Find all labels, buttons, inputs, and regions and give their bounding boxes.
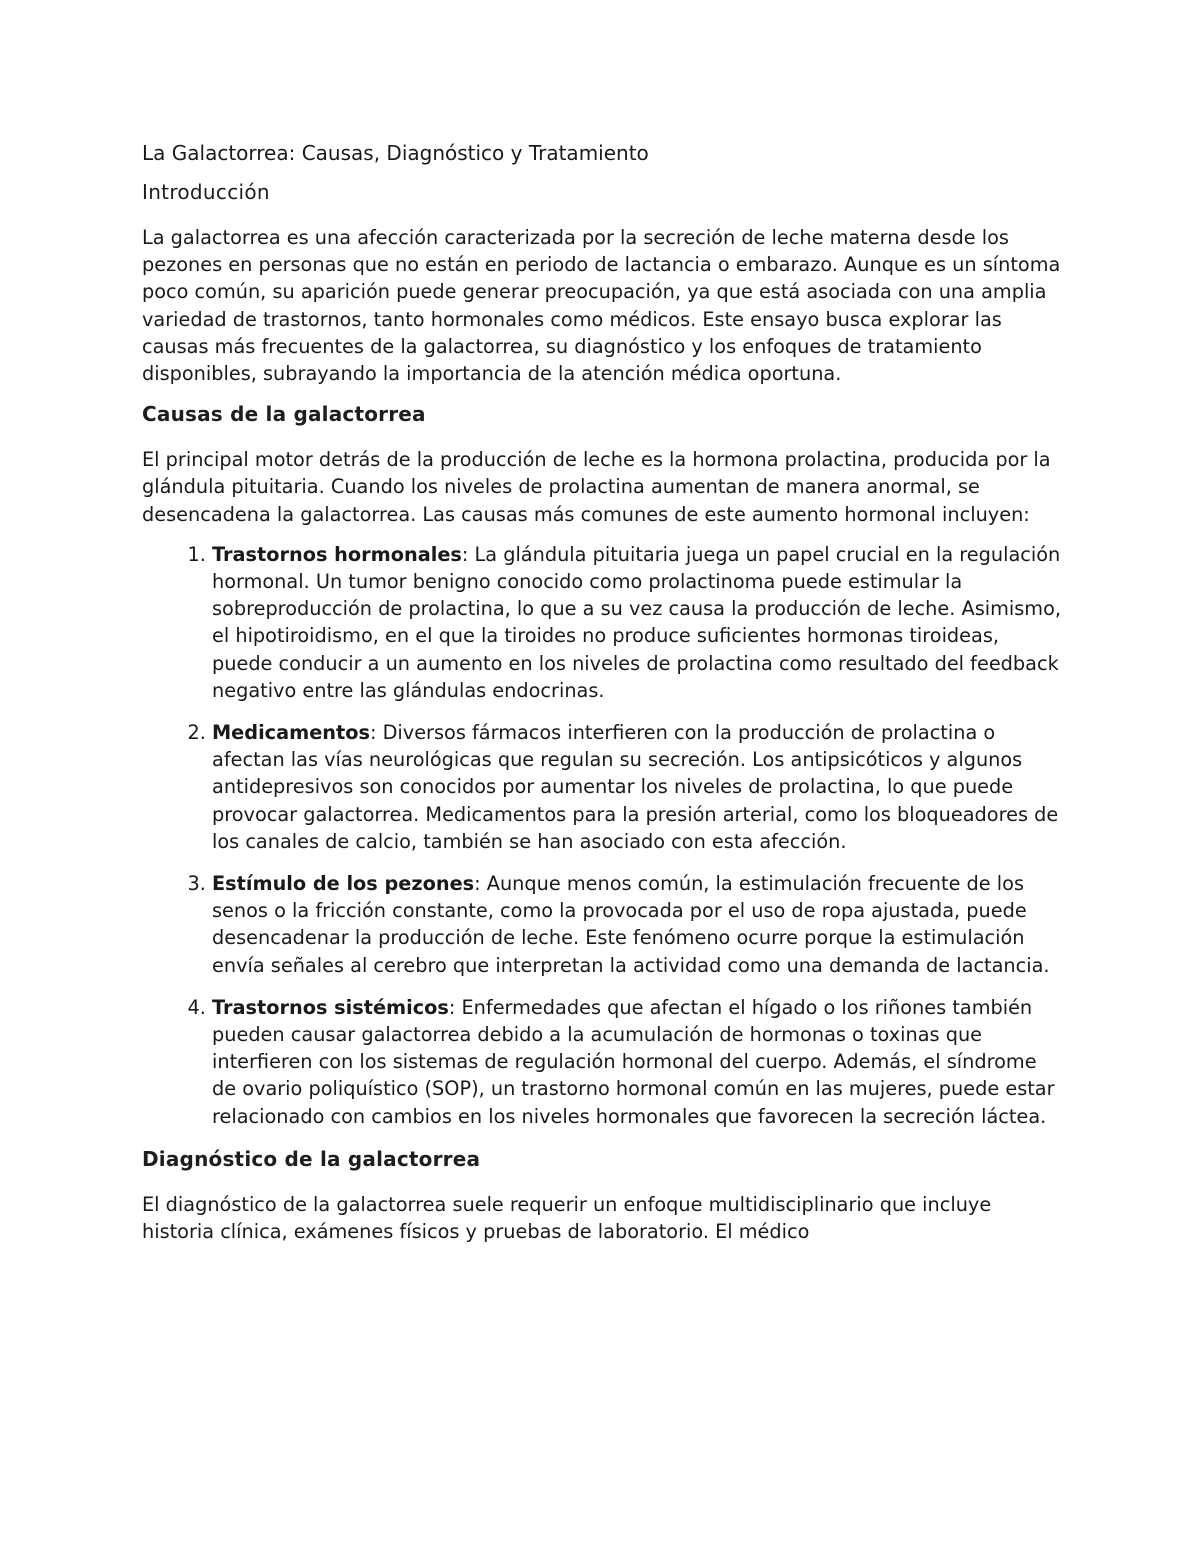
list-item-term: Trastornos sistémicos	[212, 995, 449, 1019]
list-item-term: Estímulo de los pezones	[212, 872, 475, 896]
intro-paragraph: La galactorrea es una afección caracterizada por la secreción de leche materna desde los pezones en personas que no están en periodo de lactancia o embarazo. Aunque es un síntoma poco común, su aparición puede generar preocupación, ya que está asociada con una amplia variedad de trastornos, tanto hormonales como médicos. Este ensayo busca explorar las causas más frecuentes de la galactorrea, su diagnóstico y los enfoques de tratamiento disponibles, subrayando la importancia de la atención médica oportuna.	[142, 226, 1061, 386]
list-item	[212, 994, 1062, 1130]
list-item-text: : Diversos fármacos interfieren con la producción de prolactina o afectan las vías neurológicas que regulan su secreción. Los antipsicóticos y algunos antidepresivos son conocidos por aumentar los niveles de prolactina, lo que puede provocar galactorrea. Medicamentos para la presión arterial, como los bloqueadores de los canales de calcio, también se han asociado con esta afección.	[212, 721, 1059, 853]
causes-paragraph: El principal motor detrás de la producción de leche es la hormona prolactina, producida por la glándula pituitaria. Cuando los niveles de prolactina aumentan de manera anormal, se desencadena la galactorrea. Las causas más comunes de este aumento hormonal incluyen:	[142, 448, 1051, 526]
document-title: La Galactorrea: Causas, Diagnóstico y Tratamiento	[142, 141, 649, 165]
list-item-text: : Aunque menos común, la estimulación frecuente de los senos o la fricción constante, como la provocada por el uso de ropa ajustada, puede desencadenar la producción de leche. Este fenómeno ocurre porque la estimulación envía señales al cerebro que interpretan la actividad como una demanda de lactancia.	[212, 872, 1050, 977]
list-item	[212, 870, 1062, 979]
list-item-text: : Enfermedades que afectan el hígado o los riñones también pueden causar galactorrea debido a la acumulación de hormonas o toxinas que interfieren con los sistemas de regulación hormonal del cuerpo. Además, el síndrome de ovario poliquístico (SOP), un trastorno hormonal común en las mujeres, puede estar relacionado con cambios en los niveles hormonales que favorecen la secreción láctea.	[212, 995, 1055, 1128]
intro-heading: Introducción	[142, 180, 270, 204]
diagnosis-heading: Diagnóstico de la galactorrea	[142, 1146, 481, 1171]
document-page	[142, 136, 1062, 1258]
list-item-term: Medicamentos	[212, 721, 370, 745]
causes-list	[142, 541, 1062, 1130]
list-item	[212, 541, 1062, 704]
list-item-text: : La glándula pituitaria juega un papel crucial en la regulación hormonal. Un tumor benigno conocido como prolactinoma puede estimular la sobreproducción de prolactina, lo que a su vez causa la producción de leche. Asimismo, el hipotiroidismo, en el que la tiroides no produce suficientes hormonas tiroideas, puede conducir a un aumento en los niveles de prolactina como resultado del feedback negativo entre las glándulas endocrinas.	[212, 542, 1062, 702]
diagnosis-paragraph: El diagnóstico de la galactorrea suele requerir un enfoque multidisciplinario que incluye historia clínica, exámenes físicos y pruebas de laboratorio. El médico	[142, 1192, 992, 1244]
list-item	[212, 719, 1062, 855]
causes-heading: Causas de la galactorrea	[142, 402, 426, 427]
list-item-term: Trastornos hormonales	[212, 542, 462, 566]
